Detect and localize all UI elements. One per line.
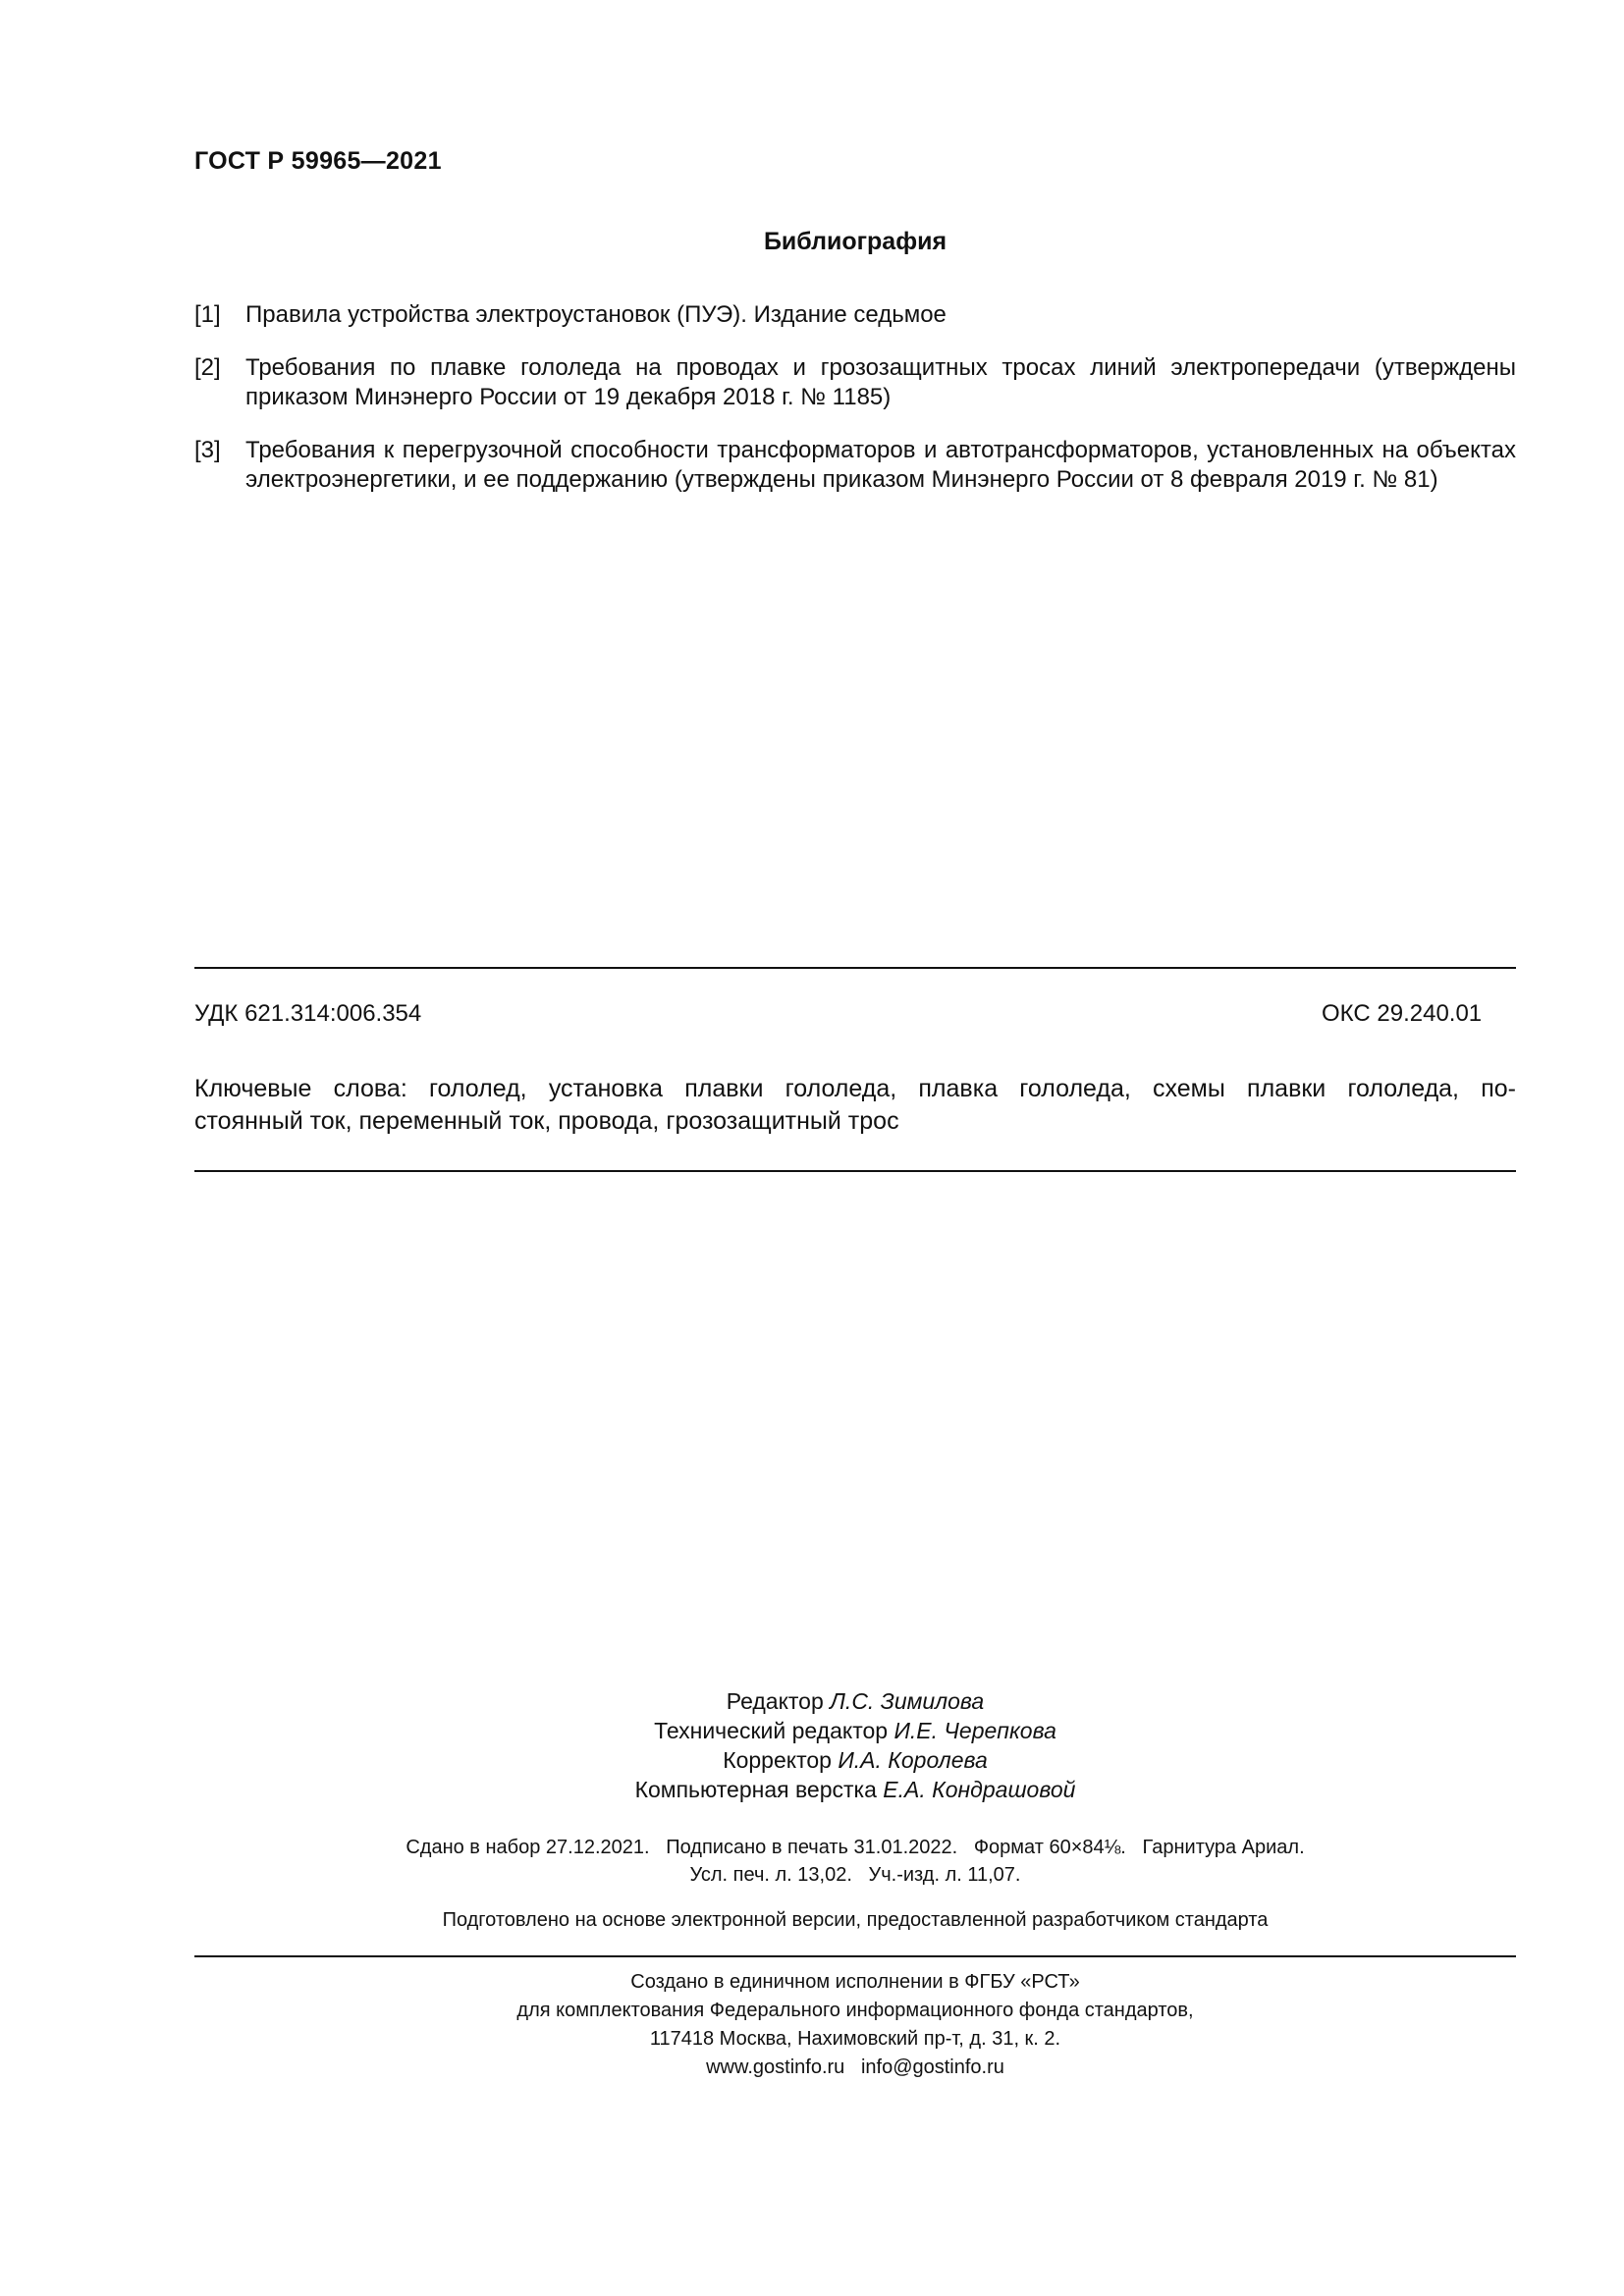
credit-person: Е.А. Кондрашовой: [883, 1777, 1076, 1802]
credit-person: Л.С. Зимилова: [830, 1688, 985, 1714]
credit-person: И.А. Королева: [838, 1747, 988, 1773]
print-info-line: Усл. печ. л. 13,02. Уч.-изд. л. 11,07.: [689, 1864, 1021, 1886]
credit-person: И.Е. Черепкова: [893, 1718, 1056, 1743]
bibliography-item-number: [1]: [194, 301, 221, 328]
bibliography-item: [194, 353, 1516, 412]
divider-keywords: [194, 1170, 1516, 1172]
publisher-info: [194, 1968, 1516, 2082]
credit-line: [194, 1775, 1516, 1804]
oks-code: ОКС 29.240.01: [1322, 1000, 1483, 1027]
bibliography-item-number: [3]: [194, 437, 221, 463]
credit-role: Компьютерная верстка: [634, 1777, 877, 1802]
divider-top: [194, 967, 1516, 969]
divider-bottom: [194, 1955, 1516, 1957]
credit-line: [194, 1745, 1516, 1775]
publisher-line: Создано в единичном исполнении в ФГБУ «РСТ»: [630, 1971, 1080, 1993]
bibliography-list: [194, 300, 1516, 518]
prepared-note: Подготовлено на основе электронной версии, предоставленной разработчиком стандарта: [442, 1909, 1269, 1931]
bibliography-item-text: Требования к перегрузочной способности трансформаторов и автотрансформаторов, установленных на объектах электроэнергетики, и ее поддержанию (утверждены приказом Минэнерго России от 8 февраля 2019 г. № 81): [245, 437, 1516, 493]
udk-code: УДК 621.314:006.354: [194, 1000, 422, 1027]
bibliography-item-number: [2]: [194, 354, 221, 381]
print-info: [194, 1834, 1516, 1889]
keywords: [194, 1073, 1516, 1138]
keywords-line: стоянный ток, переменный ток, провода, грозозащитный трос: [194, 1107, 899, 1135]
credit-role: Редактор: [726, 1688, 824, 1714]
publisher-line: для комплектования Федерального информационного фонда стандартов,: [516, 2000, 1194, 2021]
publisher-line: 117418 Москва, Нахимовский пр-т, д. 31, к. 2.: [649, 2028, 1061, 2050]
credit-role: Корректор: [723, 1747, 832, 1773]
bibliography-item-text: Требования по плавке гололеда на проводах и грозозащитных тросах линий электропередачи (утверждены приказом Минэнерго России от 19 декабря 2018 г. № 1185): [245, 354, 1516, 410]
bibliography-title: Библиография: [763, 228, 947, 255]
credit-line: [194, 1686, 1516, 1716]
credit-line: [194, 1716, 1516, 1745]
bibliography-item: [194, 436, 1516, 495]
print-info-line: Сдано в набор 27.12.2021. Подписано в печать 31.01.2022. Формат 60×84⅛. Гарнитура Ариал.: [406, 1837, 1305, 1858]
credit-role: Технический редактор: [654, 1718, 889, 1743]
editorial-credits: [194, 1686, 1516, 1804]
bibliography-item-text: Правила устройства электроустановок (ПУЭ). Издание седьмое: [245, 301, 947, 328]
document-code: ГОСТ Р 59965—2021: [194, 147, 442, 175]
bibliography-item: [194, 300, 1516, 330]
publisher-contacts: www.gostinfo.ru info@gostinfo.ru: [706, 2056, 1004, 2078]
keywords-line: Ключевые слова: гололед, установка плавки гололеда, плавка гололеда, схемы плавки гололеда, по-: [194, 1075, 1516, 1102]
